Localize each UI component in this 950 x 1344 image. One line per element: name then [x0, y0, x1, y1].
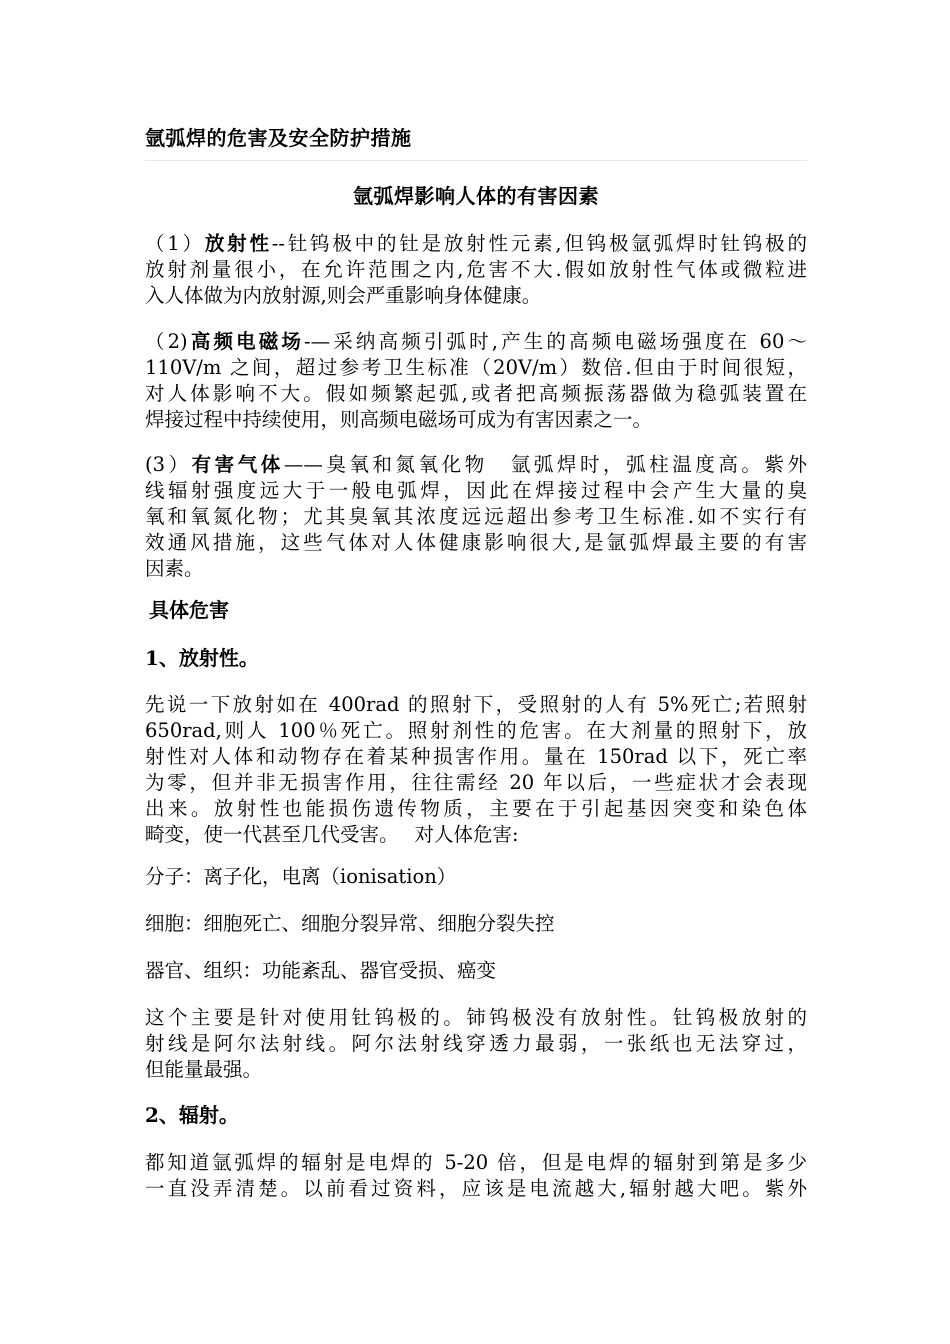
item2-text: 都知道氩弧焊的辐射是电焊的 5-20 倍，但是电焊的辐射到第是多少: [145, 1151, 807, 1174]
item2-heading: 2、辐射。: [145, 1103, 239, 1127]
factor-term: 有害气体: [191, 453, 284, 476]
factor-term: 放射性: [204, 232, 272, 255]
item1-text: 650rad,则人 100％死亡。照射剂性的危害。在大剂量的照射下，放: [145, 719, 807, 742]
item2-paragraph: [145, 1150, 807, 1202]
factor-term: 高频电磁场: [187, 330, 305, 353]
tungsten-paragraph: [145, 1005, 807, 1083]
factor-text: 入人体做为内放射源,则会严重影响身体健康。: [145, 284, 542, 307]
factor-text: 对人体影响不大。假如频繁起弧,或者把高频振荡器做为稳弧装置在: [145, 382, 807, 405]
tungsten-text: 射线是阿尔法射线。阿尔法射线穿透力最弱，一张纸也无法穿过，: [145, 1032, 807, 1055]
effect-cell: 细胞：细胞死亡、细胞分裂异常、细胞分裂失控: [145, 912, 555, 935]
effect-molecule: 分子：离子化，电离（ionisation）: [145, 865, 457, 888]
tungsten-text: 这个主要是针对使用钍钨极的。铈钨极没有放射性。钍钨极放射的: [145, 1006, 807, 1029]
factor-harmful-gas: [145, 452, 807, 582]
factor-hf-field: [145, 329, 807, 433]
factor-text: 效通风措施，这些气体对人体健康影响很大,是氩弧焊最主要的有害: [145, 531, 807, 554]
item1-text: 出来。放射性也能损伤遗传物质，主要在于引起基因突变和染色体: [145, 797, 807, 820]
item1-text: 先说一下放射如在 400rad 的照射下，受照射的人有 5%死亡;若照射: [145, 693, 807, 716]
factor-text: 110V/m 之间，超过参考卫生标准（20V/m）数倍.但由于时间很短，: [145, 356, 807, 379]
item1-text: 射性对人体和动物存在着某种损害作用。量在 150rad 以下，死亡率: [145, 745, 807, 768]
factor-prefix: （2): [145, 330, 188, 353]
item1-heading: 1、放射性。: [145, 646, 259, 670]
document-title: 氩弧焊的危害及安全防护措施: [145, 126, 412, 150]
factor-text: 氧和氧氮化物；尤其臭氧其浓度远远超出参考卫生标准.如不实行有: [145, 505, 807, 528]
factor-text: ——臭氧和氮氧化物 氩弧焊时，弧柱温度高。紫外: [283, 453, 807, 476]
section-heading: 氩弧焊影响人体的有害因素: [353, 184, 599, 208]
factor-text: 焊接过程中持续使用，则高频电磁场可成为有害因素之一。: [145, 408, 653, 431]
tungsten-text: 但能量最强。: [145, 1058, 263, 1081]
item2-text: 一直没弄清楚。以前看过资料，应该是电流越大,辐射越大吧。紫外: [145, 1177, 807, 1200]
factor-prefix: (3）: [145, 453, 192, 476]
factor-text: --钍钨极中的钍是放射性元素,但钨极氩弧焊时钍钨极的: [271, 232, 807, 255]
title-divider: [145, 160, 807, 161]
factor-text: 放射剂量很小，在允许范围之内,危害不大.假如放射性气体或微粒进: [145, 258, 807, 281]
effect-organ: 器官、组织：功能紊乱、器官受损、癌变: [145, 959, 497, 982]
factor-text: 因素。: [145, 557, 204, 580]
factor-text: -—采纳高频引弧时,产生的高频电磁场强度在 60～: [304, 330, 807, 353]
factor-prefix: （1）: [145, 232, 205, 255]
hazards-heading: 具体危害: [149, 598, 229, 622]
factor-text: 线辐射强度远大于一般电弧焊，因此在焊接过程中会产生大量的臭: [145, 479, 807, 502]
item1-text: 畸变，使一代甚至几代受害。 对人体危害:: [145, 823, 519, 846]
item1-text: 为零，但并非无损害作用，往往需经 20 年以后，一些症状才会表现: [145, 771, 807, 794]
factor-radioactivity: [145, 231, 807, 309]
item1-paragraph: [145, 692, 807, 848]
